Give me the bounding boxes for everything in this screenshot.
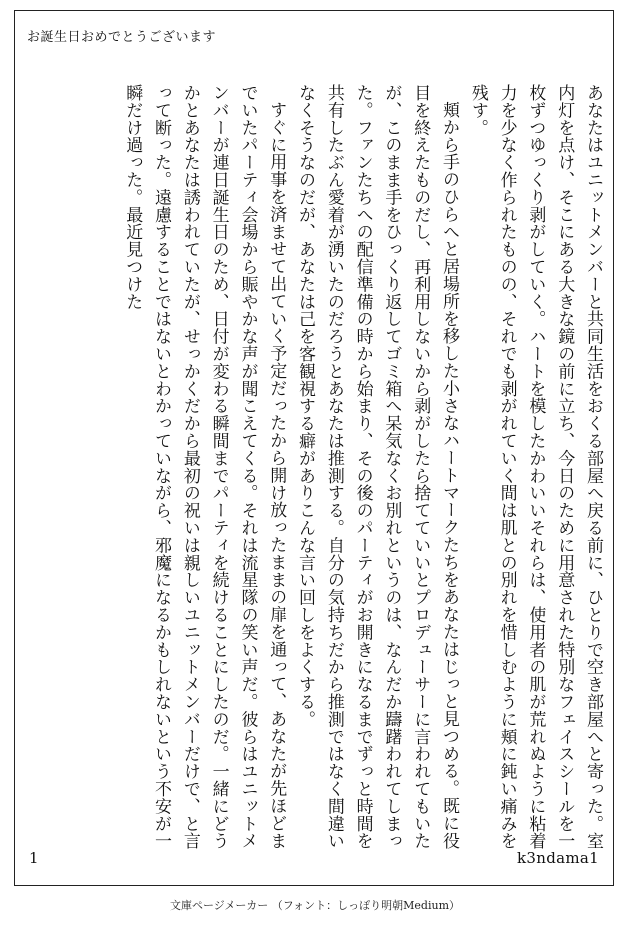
running-header: お誕生日おめでとうございます [27,30,217,45]
author-name: k3ndama1 [517,849,599,867]
body-text [41,84,607,854]
paragraph: 頬から手のひらへと居場所を移した小さなハートマークたちをあなたはじっと見つめる。既に役目を終えたものだし、再利用しないから剥がしたら捨てていいとプロデューサーに言われてもいたが、このまま手をひっくり返してゴミ箱へ呆気なくお別れというのは、なんだか躊躇われてしまった。ファンたちへの配信準備の時から始まり、その後のパーティがお開きになるまでずっと時間を共有したぶん愛着が湧いたのだろうとあなたは推測する。自分の気持ちだから推測ではなく間違いなくそうなのだが、あなたは己を客観視する癖がありこんな言い回しをよくする。 [295,84,460,850]
footer-credit: 文庫ページメーカー （フォント：しっぽり明朝Medium） [169,899,461,912]
page-frame [14,10,614,886]
paragraph: すぐに用事を済ませて出ていく予定だったから開け放ったままの扉を通って、あなたが先ほどまでいたパーティ会場から賑やかな声が聞こえてくる。それは流星隊の笑い声だ。彼らはユニットメンバーが連日誕生日のため、日付が変わる瞬間までパーティを続けることにしたのだ。一緒にどうかとあなたは誘われていたが、せっかくだから最初の祝いは親しいユニットメンバーだけで、と言って断った。遠慮することではないとわかっていながら、邪魔になるかもしれないという不安が一瞬だけ過った。最近見つけた [122,84,287,850]
page-number: 1 [29,849,39,867]
paragraph: あなたはユニットメンバーと共同生活をおくる部屋へ戻る前に、ひとりで空き部屋へと寄った。室内灯を点け、そこにある大きな鏡の前に立ち、今日のために用意された特別なフェイスシールを一枚ずつゆっくり剥がしていく。ハートを模したかわいいそれらは、使用者の肌が荒れぬように粘着力を少なく作られたものの、それでも剥がれていく間は肌との別れを惜しむように頬に鈍い痛みを残す。 [467,84,603,850]
